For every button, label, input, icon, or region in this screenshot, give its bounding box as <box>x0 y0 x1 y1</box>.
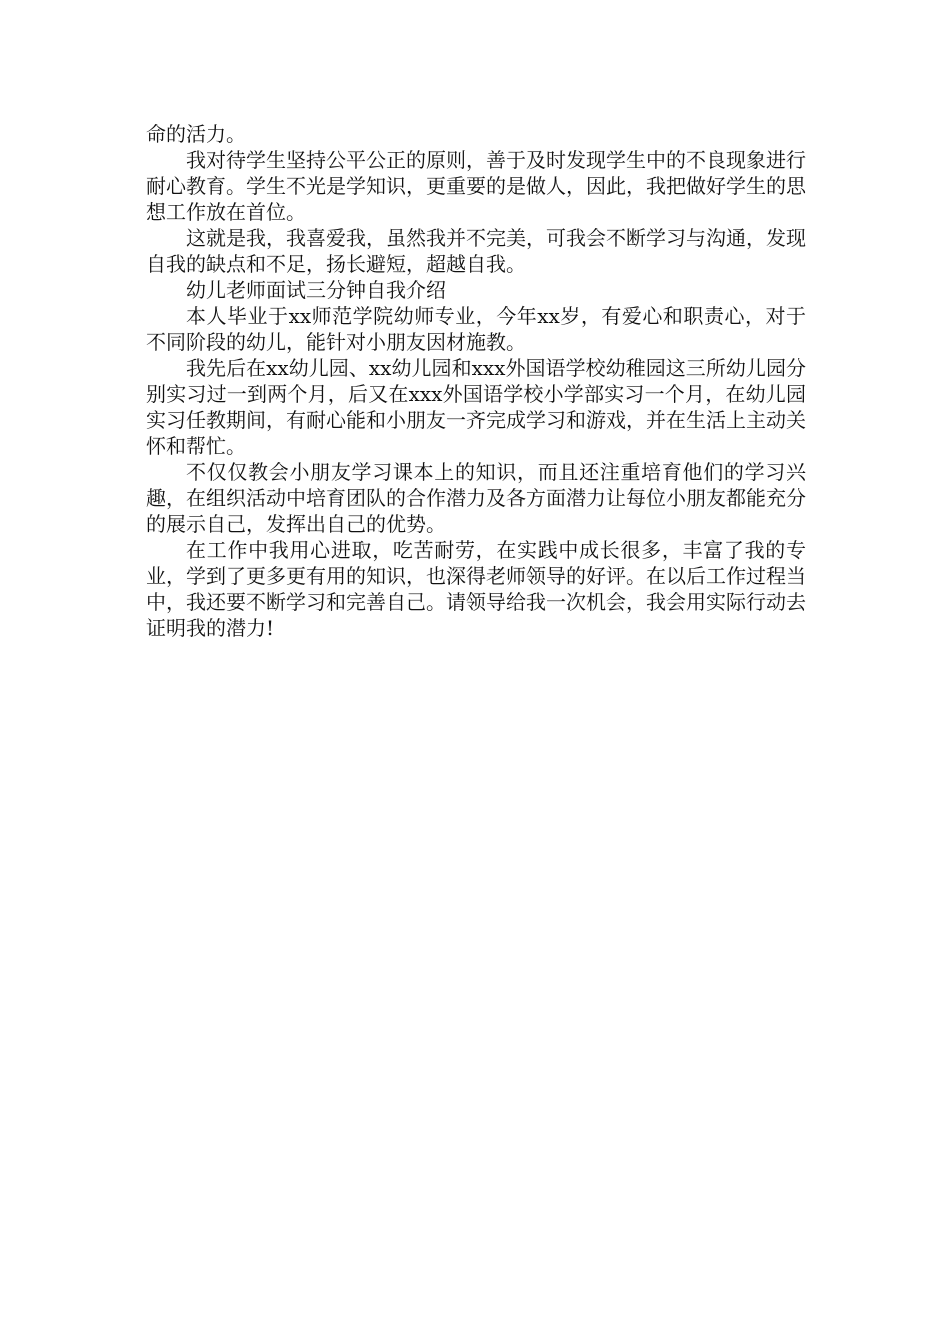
paragraph-teaching: 不仅仅教会小朋友学习课本上的知识，而且还注重培育他们的学习兴趣，在组织活动中培育团队的合作潜力及各方面潜力让每位小朋友都能充分的展示自己，发挥出自己的优势。 <box>146 460 806 536</box>
paragraph-self-summary: 这就是我，我喜爱我，虽然我并不完美，可我会不断学习与沟通，发现自我的缺点和不足，扬长避短，超越自我。 <box>146 226 806 276</box>
paragraph-fairness: 我对待学生坚持公平公正的原则，善于及时发现学生中的不良现象进行耐心教育。学生不光是学知识，更重要的是做人，因此，我把做好学生的思想工作放在首位。 <box>146 148 806 224</box>
section-heading: 幼儿老师面试三分钟自我介绍 <box>186 278 446 302</box>
paragraph-continuation: 命的活力。 <box>146 122 246 146</box>
paragraph-background: 本人毕业于xx师范学院幼师专业，今年xx岁，有爱心和职责心，对于不同阶段的幼儿，能针对小朋友因材施教。 <box>146 304 806 354</box>
paragraph-internship: 我先后在xx幼儿园、xx幼儿园和xxx外国语学校幼稚园这三所幼儿园分别实习过一到两个月，后又在xxx外国语学校小学部实习一个月，在幼儿园实习任教期间，有耐心能和小朋友一齐完成学习和游戏，并在生活上主动关怀和帮忙。 <box>146 356 806 458</box>
document-body <box>146 121 806 641</box>
paragraph-closing: 在工作中我用心进取，吃苦耐劳，在实践中成长很多，丰富了我的专业，学到了更多更有用的知识，也深得老师领导的好评。在以后工作过程当中，我还要不断学习和完善自己。请领导给我一次机会，我会用实际行动去证明我的潜力! <box>146 538 806 640</box>
